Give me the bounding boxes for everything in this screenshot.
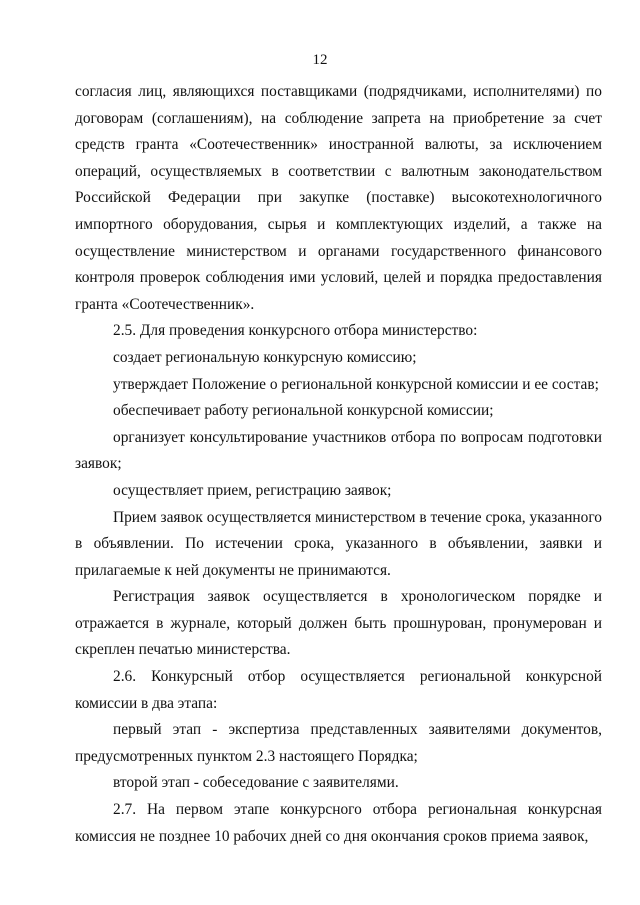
paragraph-clause-2-7: 2.7. На первом этапе конкурсного отбора региональная конкурсная комиссия не позднее 10 рабочих дней со дня окончания сроков приема заявок, bbox=[75, 801, 602, 845]
paragraph-list-item: первый этап - экспертиза представленных заявителями документов, предусмотренных пунктом 2.3 настоящего Порядка; bbox=[75, 721, 602, 765]
paragraph-list-item: организует консультирование участников отбора по вопросам подготовки заявок; bbox=[75, 428, 602, 473]
paragraph-continuation: согласия лиц, являющихся поставщиками (подрядчиками, исполнителями) по договорам (соглашениям), на соблюдение запрета на приобретение за счет средств гранта «Соотечественник» иностранной валюты, за исключением операций, осуществляемых в соответствии с валютным законодательством Российской Федерации при закупке (поставке) высокотехнологичного импортного оборудования, сырья и комплектующих изделий, а также на осуществление министерством и органами государственного финансового контроля проверок соблюдения ими условий, целей и порядка предоставления гранта «Соотечественник». bbox=[75, 83, 602, 313]
page-number: 12 bbox=[312, 52, 328, 68]
paragraph-clause-2-6: 2.6. Конкурсный отбор осуществляется региональной конкурсной комиссии в два этапа: bbox=[75, 668, 602, 712]
paragraph-list-item: второй этап - собеседование с заявителями. bbox=[113, 774, 399, 792]
paragraph-body: Регистрация заявок осуществляется в хронологическом порядке и отражается в журнале, который должен быть прошнурован, пронумерован и скреплен печатью министерства. bbox=[75, 588, 602, 659]
paragraph-body: Прием заявок осуществляется министерством в течение срока, указанного в объявлении. По истечении срока, указанного в объявлении, заявки и прилагаемые к ней документы не принимаются. bbox=[75, 508, 602, 579]
paragraph-clause-2-5: 2.5. Для проведения конкурсного отбора министерство: bbox=[113, 322, 478, 340]
paragraph-list-item: утверждает Положение о региональной конкурсной комиссии и ее состав; bbox=[113, 375, 599, 393]
paragraph-list-item: осуществляет прием, регистрацию заявок; bbox=[113, 481, 392, 499]
document-body bbox=[75, 79, 602, 850]
paragraph-list-item: создает региональную конкурсную комиссию; bbox=[113, 348, 417, 366]
paragraph-list-item: обеспечивает работу региональной конкурсной комиссии; bbox=[113, 402, 494, 420]
